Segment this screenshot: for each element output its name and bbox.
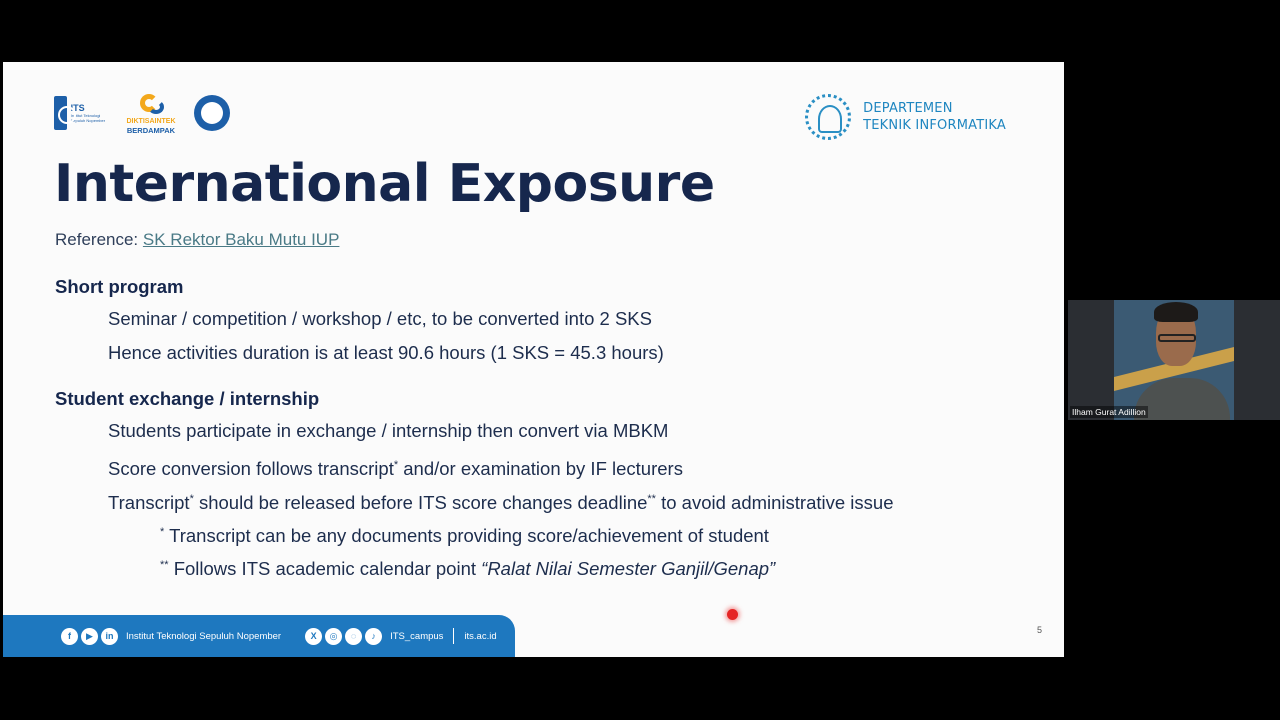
its-logo-text: ITS xyxy=(70,102,85,113)
department-logo xyxy=(805,94,1006,140)
diktisaintek-logo xyxy=(122,92,180,135)
footnote-line: * Transcript can be any documents providing score/achievement of student xyxy=(160,525,769,547)
social-icons-2 xyxy=(305,628,382,645)
page-number: 5 xyxy=(1036,625,1042,635)
slide-title: International Exposure xyxy=(54,154,715,214)
diktisaintek-mark-icon xyxy=(136,92,166,118)
social-icons xyxy=(61,628,118,645)
dikti-text-1: DIKTISAINTEK xyxy=(126,117,176,125)
facebook-icon: f xyxy=(61,628,78,645)
bullet-line: Transcript* should be released before ITS score changes deadline** to avoid administrative issue xyxy=(108,492,894,514)
gear-emblem-icon xyxy=(805,94,851,140)
round-badge-logo xyxy=(194,95,230,131)
footer-divider xyxy=(453,628,454,644)
presentation-slide xyxy=(3,62,1064,657)
tiktok-icon: ♪ xyxy=(365,628,382,645)
linkedin-icon: in xyxy=(101,628,118,645)
bullet-line: Seminar / competition / workshop / etc, to be converted into 2 SKS xyxy=(108,308,652,329)
department-line-2: TEKNIK INFORMATIKA xyxy=(863,118,1006,133)
section-heading-exchange: Student exchange / internship xyxy=(55,388,320,409)
slide-footer xyxy=(3,615,515,657)
its-logo-subtext: Institut Teknologi Sepuluh Nopember xyxy=(70,112,106,123)
footnote-line: ** Follows ITS academic calendar point “Ralat Nilai Semester Ganjil/Genap” xyxy=(160,558,776,580)
slide-body xyxy=(55,272,1045,582)
bullet-line: Score conversion follows transcript* and/or examination by IF lecturers xyxy=(108,458,683,480)
its-emblem-icon xyxy=(54,96,67,130)
reference-link[interactable]: SK Rektor Baku Mutu IUP xyxy=(142,230,340,249)
instagram-icon: ◎ xyxy=(325,628,342,645)
line-icon: ◌ xyxy=(345,628,362,645)
youtube-icon: ▶ xyxy=(81,628,98,645)
partner-logos xyxy=(54,90,230,136)
footer-website: its.ac.id xyxy=(464,630,497,642)
x-icon: X xyxy=(305,628,322,645)
dikti-text-2: BERDAMPAK xyxy=(126,125,176,135)
reference-line xyxy=(55,230,339,250)
participant-video-tile[interactable] xyxy=(1068,300,1280,420)
section-heading-short-program: Short program xyxy=(55,276,184,297)
its-logo xyxy=(54,95,108,131)
reference-label: Reference: xyxy=(55,230,139,249)
footer-handle: ITS_campus xyxy=(390,630,444,642)
bullet-line: Students participate in exchange / internship then convert via MBKM xyxy=(108,420,669,441)
laser-pointer-icon xyxy=(727,609,738,620)
participant-name: Ilham Gurat Adillion xyxy=(1072,407,1146,417)
bullet-line: Hence activities duration is at least 90.6 hours (1 SKS = 45.3 hours) xyxy=(108,342,664,363)
footer-institution: Institut Teknologi Sepuluh Nopember xyxy=(126,630,282,642)
department-line-1: DEPARTEMEN xyxy=(863,101,953,116)
